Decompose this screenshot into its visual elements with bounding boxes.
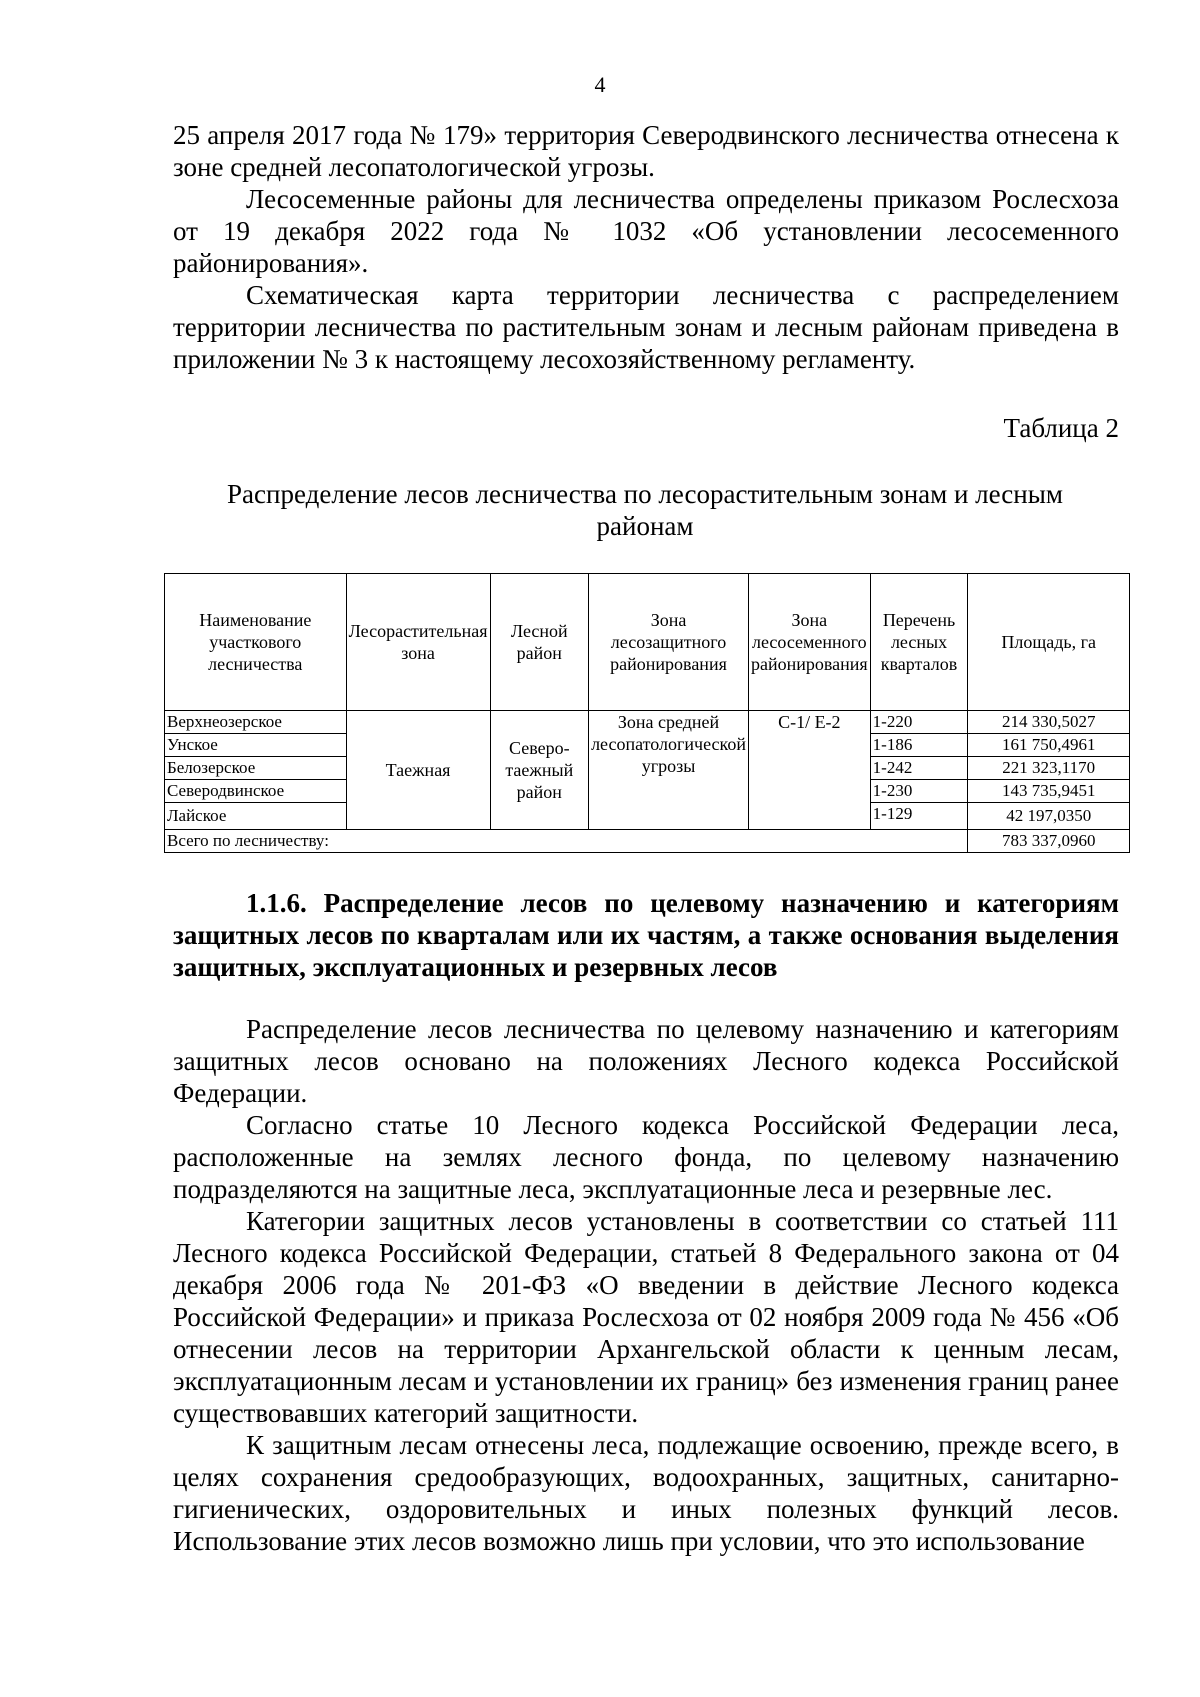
- cell-seed-zone: С-1/ Е-2: [748, 711, 870, 830]
- intro-paragraph: 25 апреля 2017 года № 179» территория Северодвинского лесничества отнесена к зоне средней лесопатологической угрозы.: [173, 120, 1119, 182]
- cell-name: Верхнеозерское: [165, 711, 347, 734]
- table-label: Таблица 2: [1003, 413, 1119, 443]
- intro-paragraph: Схематическая карта территории лесничества с распределением территории лесничества по растительным зонам и лесным районам приведена в приложении № 3 к настоящему лесохозяйственному регламенту.: [173, 280, 1119, 374]
- header-zone: Лесорастительная зона: [346, 574, 490, 711]
- intro-text: [173, 119, 1119, 375]
- main-paragraph: Распределение лесов лесничества по целевому назначению и категориям защитных лесов основано на положениях Лесного кодекса Российской Федерации.: [173, 1014, 1119, 1108]
- cell-protection-zone: Зона средней лесопатологической угрозы: [589, 711, 749, 830]
- main-paragraph: Согласно статье 10 Лесного кодекса Российской Федерации леса, расположенные на землях лесного фонда, по целевому назначению подразделяются на защитные леса, эксплуатационные леса и резервные лес.: [173, 1110, 1119, 1204]
- main-paragraph: К защитным лесам отнесены леса, подлежащие освоению, прежде всего, в целях сохранения средообразующих, водоохранных, защитных, санитарно-гигиенических, оздоровительных и иных полезных функций лесов. Использование этих лесов возможно лишь при условии, что это использование: [173, 1430, 1119, 1556]
- header-seed-zone: Зона лесосеменного районирования: [748, 574, 870, 711]
- header-area: Площадь, га: [968, 574, 1130, 711]
- cell-name: Унское: [165, 734, 347, 757]
- main-text: [173, 1013, 1119, 1557]
- cell-quarters: 1-230: [870, 780, 968, 803]
- header-protection-zone: Зона лесозащитного районирования: [589, 574, 749, 711]
- main-paragraph: Категории защитных лесов установлены в соответствии со статьей 111 Лесного кодекса Российской Федерации, статьей 8 Федерального закона от 04 декабря 2006 года № 201-ФЗ «О введении в действие Лесного кодекса Российской Федерации» и приказа Рослесхоза от 02 ноября 2009 года № 456 «Об отнесении лесов на территории Архангельской области к ценным лесам, эксплуатационным лесам и установлении их границ» без изменения границ ранее существовавших категорий защитности.: [173, 1206, 1119, 1428]
- cell-area: 143 735,9451: [968, 780, 1130, 803]
- cell-name: Белозерское: [165, 757, 347, 780]
- page-number: 4: [594, 72, 606, 97]
- cell-name: Лайское: [165, 803, 347, 830]
- intro-paragraph: Лесосеменные районы для лесничества определены приказом Рослесхоза от 19 декабря 2022 года № 1032 «Об установлении лесосеменного районирования».: [173, 184, 1119, 278]
- cell-district: Северо-таежный район: [490, 711, 589, 830]
- forest-zones-table: [164, 573, 1130, 853]
- cell-zone: Таежная: [346, 711, 490, 830]
- header-name: Наименование участкового лесничества: [165, 574, 347, 711]
- cell-quarters: 1-129: [870, 803, 968, 830]
- header-quarters: Перечень лесных кварталов: [870, 574, 968, 711]
- table-title: Распределение лесов лесничества по лесорастительным зонам и лесным районам: [227, 479, 1063, 541]
- cell-area: 221 323,1170: [968, 757, 1130, 780]
- table-row: [165, 711, 1130, 734]
- table-total-row: [165, 830, 1130, 853]
- cell-area: 214 330,5027: [968, 711, 1130, 734]
- cell-name: Северодвинское: [165, 780, 347, 803]
- header-district: Лесной район: [490, 574, 589, 711]
- cell-area: 42 197,0350: [968, 803, 1130, 830]
- cell-quarters: 1-186: [870, 734, 968, 757]
- section-heading-text: 1.1.6. Распределение лесов по целевому назначению и категориям защитных лесов по кварталам или их частям, а также основания выделения защитных, эксплуатационных и резервных лесов: [173, 888, 1119, 982]
- cell-total-area: 783 337,0960: [968, 830, 1130, 853]
- cell-total-label: Всего по лесничеству:: [165, 830, 968, 853]
- cell-quarters: 1-220: [870, 711, 968, 734]
- table-header-row: [165, 574, 1130, 711]
- cell-area: 161 750,4961: [968, 734, 1130, 757]
- cell-quarters: 1-242: [870, 757, 968, 780]
- section-heading: [173, 887, 1119, 983]
